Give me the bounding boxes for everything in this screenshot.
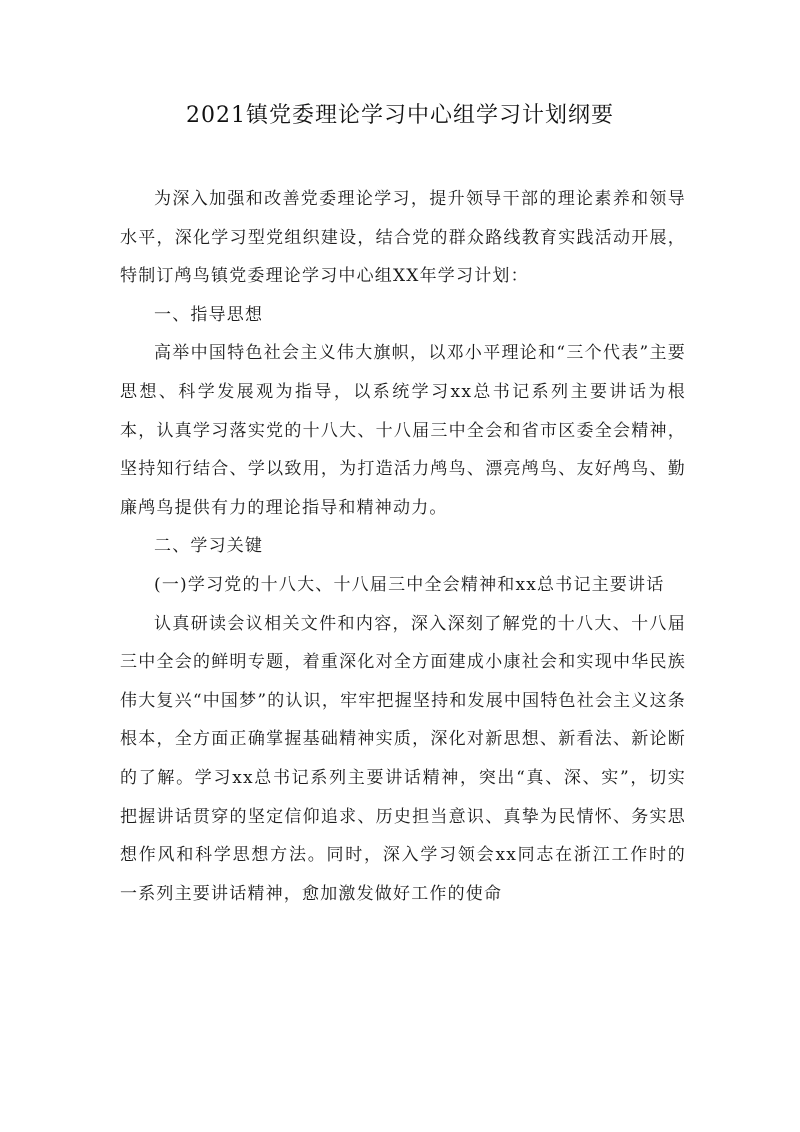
section-heading-study-focus: 二、学习关键 [154,536,264,557]
document-body [120,180,686,913]
study-content-paragraph: 认真研读会议相关文件和内容，深入深刻了解党的十八大、十八届三中全会的鲜明专题，着重深化对全方面建成小康社会和实现中华民族伟大复兴“中国梦”的认识，牢牢把握坚持和发展中国特色社会主义这条根本，全方面正确掌握基础精神实质，深化对新思想、新看法、新论断的了解。学习xx总书记系列主要讲话精神，突出“真、深、实”，切实把握讲话贯穿的坚定信仰追求、历史担当意识、真挚为民情怀、务实思想作风和科学思想方法。同时，深入学习领会xx同志在浙江工作时的一系列主要讲话精神，愈加激发做好工作的使命 [120,613,686,904]
section-heading-guiding-ideology: 一、指导思想 [154,304,264,325]
subsection-heading-1: (一)学习党的十八大、十八届三中全会精神和xx总书记主要讲话 [154,574,665,595]
document-title: 2021镇党委理论学习中心组学习计划纲要 [186,103,614,128]
intro-paragraph: 为深入加强和改善党委理论学习，提升领导干部的理论素养和领导水平，深化学习型党组织建设，结合党的群众路线教育实践活动开展，特制订鸬鸟镇党委理论学习中心组XX年学习计划： [120,189,686,287]
guiding-ideology-paragraph: 高举中国特色社会主义伟大旗帜，以邓小平理论和“三个代表”主要思想、科学发展观为指导，以系统学习xx总书记系列主要讲话为根本，认真学习落实党的十八大、十八届三中全会和省市区委全会精神，坚持知行结合、学以致用，为打造活力鸬鸟、漂亮鸬鸟、友好鸬鸟、勤廉鸬鸟提供有力的理论指导和精神动力。 [120,343,686,518]
